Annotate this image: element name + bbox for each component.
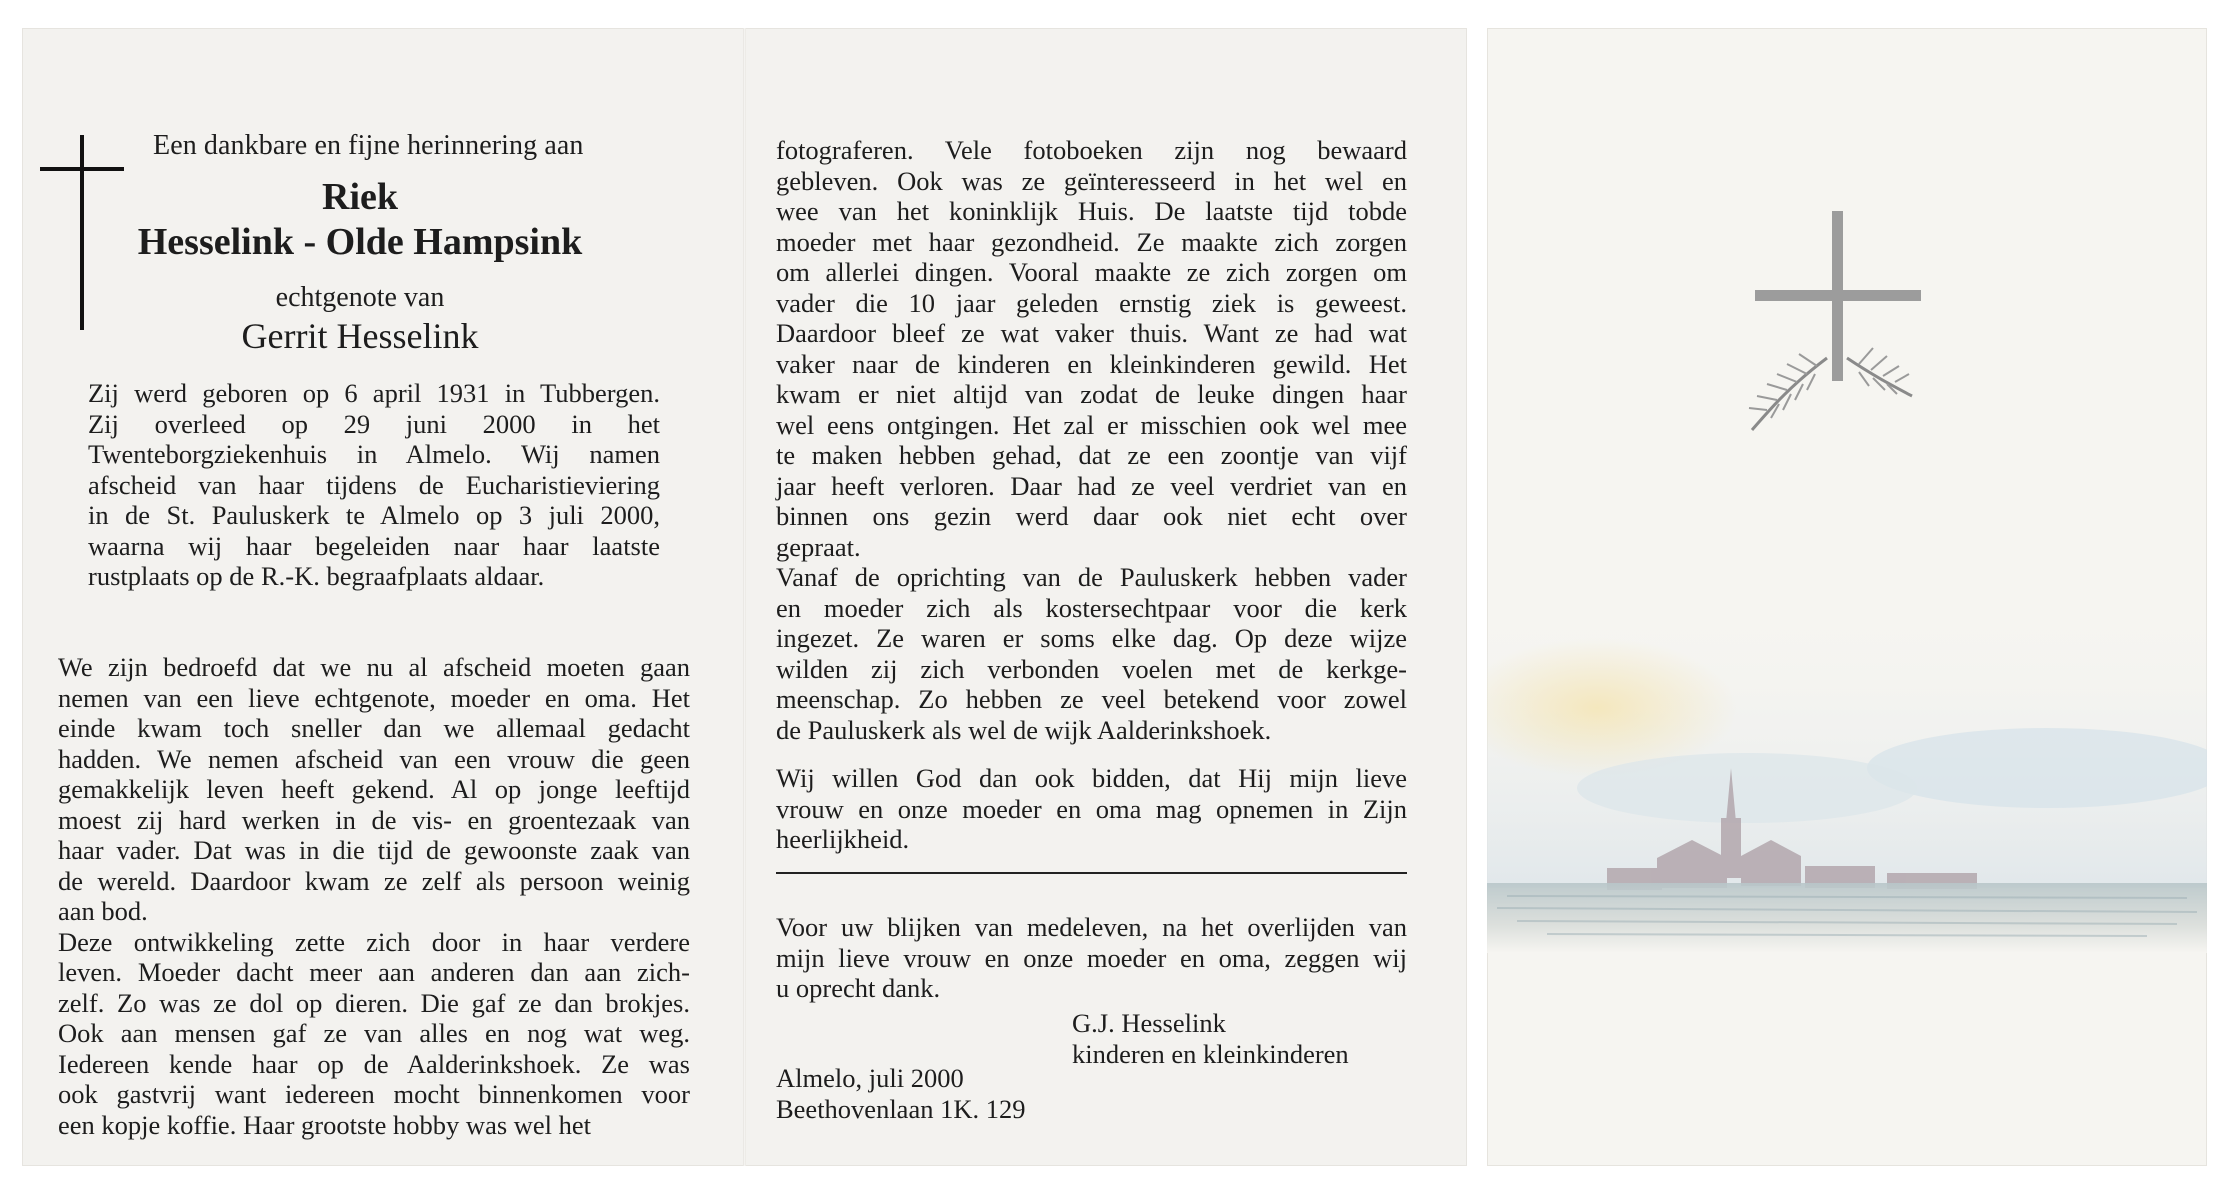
text-line: ingezet. Ze waren er soms elke dag. Op deze wijze <box>776 623 1407 653</box>
text-line: afscheid van haar tijdens de Eucharistieviering <box>88 469 660 500</box>
text-line: aan bod. <box>58 896 148 926</box>
card-fold <box>743 28 746 1166</box>
cross-with-palm-branches-icon <box>1749 211 1921 430</box>
text-line: gepraat. <box>776 531 861 562</box>
text-line: Iedereen kende haar op de Aalderinkshoek. Ze was <box>58 1048 690 1079</box>
text-line: wel eens ontgingen. Het zal er misschien ook wel mee <box>776 409 1407 440</box>
spouse-label: echtgenote van <box>275 282 445 313</box>
text-line: haar vader. Dat was in die tijd de gewoonste zaak van <box>58 835 690 865</box>
text-line: moest zij hard werken in de vis- en groentezaak van <box>58 804 690 835</box>
tribute-paragraph <box>58 652 690 1140</box>
text-line: Ook aan mensen gaf ze van alles en nog wat weg. <box>58 1018 690 1048</box>
text-line: binnen ons gezin werd daar ook niet echt over <box>776 501 1407 531</box>
text-line: Voor uw blijken van medeleven, na het overlijden van <box>776 912 1407 942</box>
text-line: rustplaats op de R.-K. begraafplaats aldaar. <box>88 561 545 591</box>
text-line: wilden zij zich verbonden voelen met de kerkge- <box>776 653 1407 684</box>
text-line: fotograferen. Vele fotoboeken zijn nog bewaard <box>776 135 1407 165</box>
text-line: in de St. Pauluskerk te Almelo op 3 juli 2000, <box>88 500 660 530</box>
thanks-paragraph <box>776 912 1407 1004</box>
text-line: meenschap. Zo hebben ze veel betekend voor zowel <box>776 684 1407 714</box>
text-line: u oprecht dank. <box>776 973 941 1003</box>
text-line: Twenteborgziekenhuis in Almelo. Wij namen <box>88 439 660 469</box>
place-date: Almelo, juli 2000 <box>776 1063 964 1093</box>
text-line: vaker naar de kinderen en kleinkinderen gewild. Het <box>776 348 1407 379</box>
prayer-paragraph <box>776 763 1407 855</box>
text-line: om allerlei dingen. Vooral maakte ze zich zorgen om <box>776 257 1407 287</box>
text-line: een kopje koffie. Haar grootste hobby was wel het <box>58 1109 592 1140</box>
text-line: We zijn bedroefd dat we nu al afscheid moeten gaan <box>58 652 690 682</box>
text-line: nemen van een lieve echtgenote, moeder en oma. Het <box>58 682 690 713</box>
card-cover <box>1487 28 2207 1166</box>
tribute-continued-paragraph <box>776 135 1407 745</box>
signature-family: kinderen en kleinkinderen <box>1072 1039 1349 1069</box>
text-line: vader die 10 jaar geleden ernstig ziek is geweest. <box>776 287 1407 318</box>
text-line: jaar heeft verloren. Daar had ze veel verdriet van en <box>776 470 1407 501</box>
text-line: Wij willen God dan ook bidden, dat Hij mijn lieve <box>776 763 1407 793</box>
text-line: gemakkelijk leven heeft gekend. Al op jonge leeftijd <box>58 774 690 804</box>
text-line: ook gastvrij want iedereen mocht binnenkomen voor <box>58 1079 690 1109</box>
cover-artwork <box>1487 28 2207 1166</box>
text-line: mijn lieve vrouw en onze moeder en oma, zeggen wij <box>776 942 1407 973</box>
text-line: moeder met haar gezondheid. Ze maakte zich zorgen <box>776 226 1407 257</box>
text-line: de wereld. Daardoor kwam ze zelf als persoon weinig <box>58 865 690 896</box>
text-line: vrouw en onze moeder en oma mag opnemen in Zijn <box>776 793 1407 824</box>
text-line: Zij werd geboren op 6 april 1931 in Tubbergen. <box>88 378 660 408</box>
deceased-full-name: Hesselink - Olde Hampsink <box>137 221 583 263</box>
spouse-name: Gerrit Hesselink <box>241 316 479 356</box>
text-line: Vanaf de oprichting van de Pauluskerk hebben vader <box>776 562 1407 592</box>
text-line: de Pauluskerk als wel de wijk Aalderinkshoek. <box>776 714 1272 745</box>
text-line: Zij overleed op 29 juni 2000 in het <box>88 408 660 439</box>
text-line: leven. Moeder dacht meer aan anderen dan aan zich- <box>58 957 690 987</box>
text-line: waarna wij haar begeleiden naar haar laatste <box>88 530 660 561</box>
deceased-first-name: Riek <box>322 176 398 218</box>
intro-text: Een dankbare en fijne herinnering aan <box>153 130 584 161</box>
biography-paragraph <box>88 378 660 592</box>
text-line: zelf. Zo was ze dol op dieren. Die gaf ze dan brokjes. <box>58 987 690 1018</box>
text-line: einde kwam toch sneller dan we allemaal gedacht <box>58 713 690 743</box>
signature-name: G.J. Hesselink <box>1072 1008 1226 1038</box>
address: Beethovenlaan 1K. 129 <box>776 1094 1026 1124</box>
text-line: heerlijkheid. <box>776 824 910 854</box>
text-line: Deze ontwikkeling zette zich door in haar verdere <box>58 926 690 957</box>
text-line: kwam er niet altijd van zodat de leuke dingen haar <box>776 379 1407 409</box>
text-line: Daardoor bleef ze wat vaker thuis. Want ze had wat <box>776 318 1407 348</box>
text-line: wee van het koninklijk Huis. De laatste tijd tobde <box>776 196 1407 226</box>
text-line: hadden. We nemen afscheid van een vrouw die geen <box>58 743 690 774</box>
divider <box>776 872 1407 874</box>
text-line: en moeder zich als kostersechtpaar voor die kerk <box>776 592 1407 623</box>
text-line: gebleven. Ook was ze geïnteresseerd in het wel en <box>776 165 1407 196</box>
text-line: te maken hebben gehad, dat ze een zoontje van vijf <box>776 440 1407 470</box>
